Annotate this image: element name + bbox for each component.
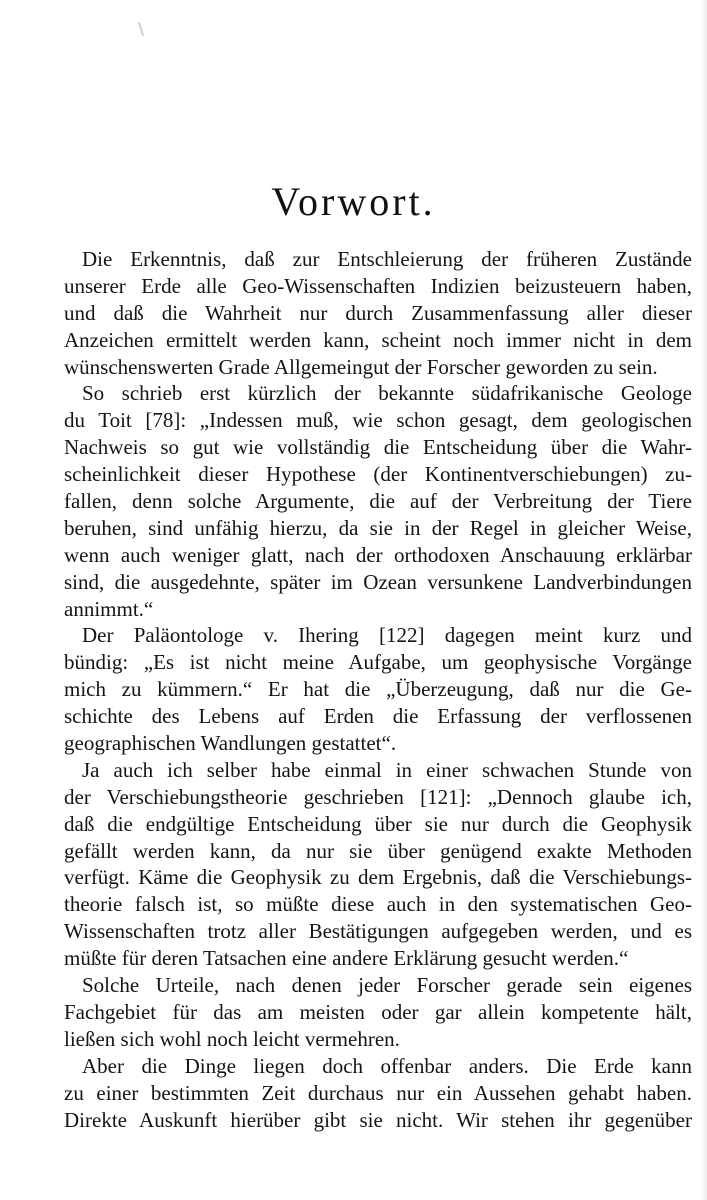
page-edge-shadow — [701, 0, 707, 1200]
text-line: Direkte Auskunft hierüber gibt sie nicht. Wir stehen ihr gegenüber — [64, 1107, 692, 1132]
text-line: der Verschiebungstheorie geschrieben [121]: „Dennoch glaube ich, — [64, 784, 692, 809]
text-line: Ja auch ich selber habe einmal in einer schwachen Stunde von — [82, 757, 692, 782]
text-line: scheinlichkeit dieser Hypothese (der Kontinentverschiebungen) zu- — [64, 462, 692, 487]
text-line: gefällt werden kann, da nur sie über genügend exakte Methoden — [64, 838, 692, 863]
text-line: Wissenschaften trotz aller Bestätigungen aufgegeben werden, und es — [64, 919, 692, 944]
text-line: geographischen Wandlungen gestattet“. — [64, 731, 397, 756]
text-line: mich zu kümmern.“ Er hat die „Überzeugung, daß nur die Ge- — [64, 677, 692, 702]
text-line: verfügt. Käme die Geophysik zu dem Ergebnis, daß die Verschiebungs- — [64, 865, 692, 890]
text-line: So schrieb erst kürzlich der bekannte südafrikanische Geologe — [82, 381, 692, 406]
text-line: sind, die ausgedehnte, später im Ozean versunkene Landverbindungen — [64, 569, 692, 594]
text-line: unserer Erde alle Geo-Wissenschaften Indizien beizusteuern haben, — [64, 273, 692, 298]
page-title: Vorwort. — [271, 179, 436, 224]
text-line: müßte für deren Tatsachen eine andere Erklärung gesucht werden.“ — [64, 946, 629, 971]
body-text — [64, 246, 692, 1133]
text-line: bündig: „Es ist nicht meine Aufgabe, um geophysische Vorgänge — [64, 650, 692, 675]
scan-mark — [138, 22, 144, 36]
text-line: Nachweis so gut wie vollständig die Entscheidung über die Wahr- — [64, 435, 692, 460]
text-line: wenn auch weniger glatt, nach der orthodoxen Anschauung erklärbar — [64, 542, 692, 567]
text-line: zu einer bestimmten Zeit durchaus nur ein Aussehen gehabt haben. — [64, 1080, 692, 1105]
text-line: daß die endgültige Entscheidung über sie nur durch die Geophysik — [64, 811, 692, 836]
text-line: Anzeichen ermittelt werden kann, scheint noch immer nicht in dem — [64, 327, 692, 352]
text-line: Aber die Dinge liegen doch offenbar anders. Die Erde kann — [82, 1053, 692, 1078]
text-line: schichte des Lebens auf Erden die Erfassung der verflossenen — [64, 704, 692, 729]
text-line: Die Erkenntnis, daß zur Entschleierung der früheren Zustände — [82, 247, 692, 271]
text-line: annimmt.“ — [64, 596, 154, 621]
text-line: theorie falsch ist, so müßte diese auch in den systematischen Geo- — [64, 892, 692, 917]
text-line: ließen sich wohl noch leicht vermehren. — [64, 1026, 400, 1051]
text-line: Fachgebiet für das am meisten oder gar allein kompetente hält, — [64, 999, 692, 1024]
text-line: wünschenswerten Grade Allgemeingut der Forscher geworden zu sein. — [64, 354, 658, 379]
text-line: Der Paläontologe v. Ihering [122] dagegen meint kurz und — [82, 623, 692, 648]
text-line: Solche Urteile, nach denen jeder Forscher gerade sein eigenes — [82, 973, 692, 998]
text-line: du Toit [78]: „Indessen muß, wie schon gesagt, dem geologischen — [64, 408, 692, 433]
text-line: und daß die Wahrheit nur durch Zusammenfassung aller dieser — [64, 300, 692, 325]
text-line: beruhen, sind unfähig hierzu, da sie in der Regel in gleicher Weise, — [64, 515, 692, 540]
text-line: fallen, denn solche Argumente, die auf der Verbreitung der Tiere — [64, 489, 692, 514]
